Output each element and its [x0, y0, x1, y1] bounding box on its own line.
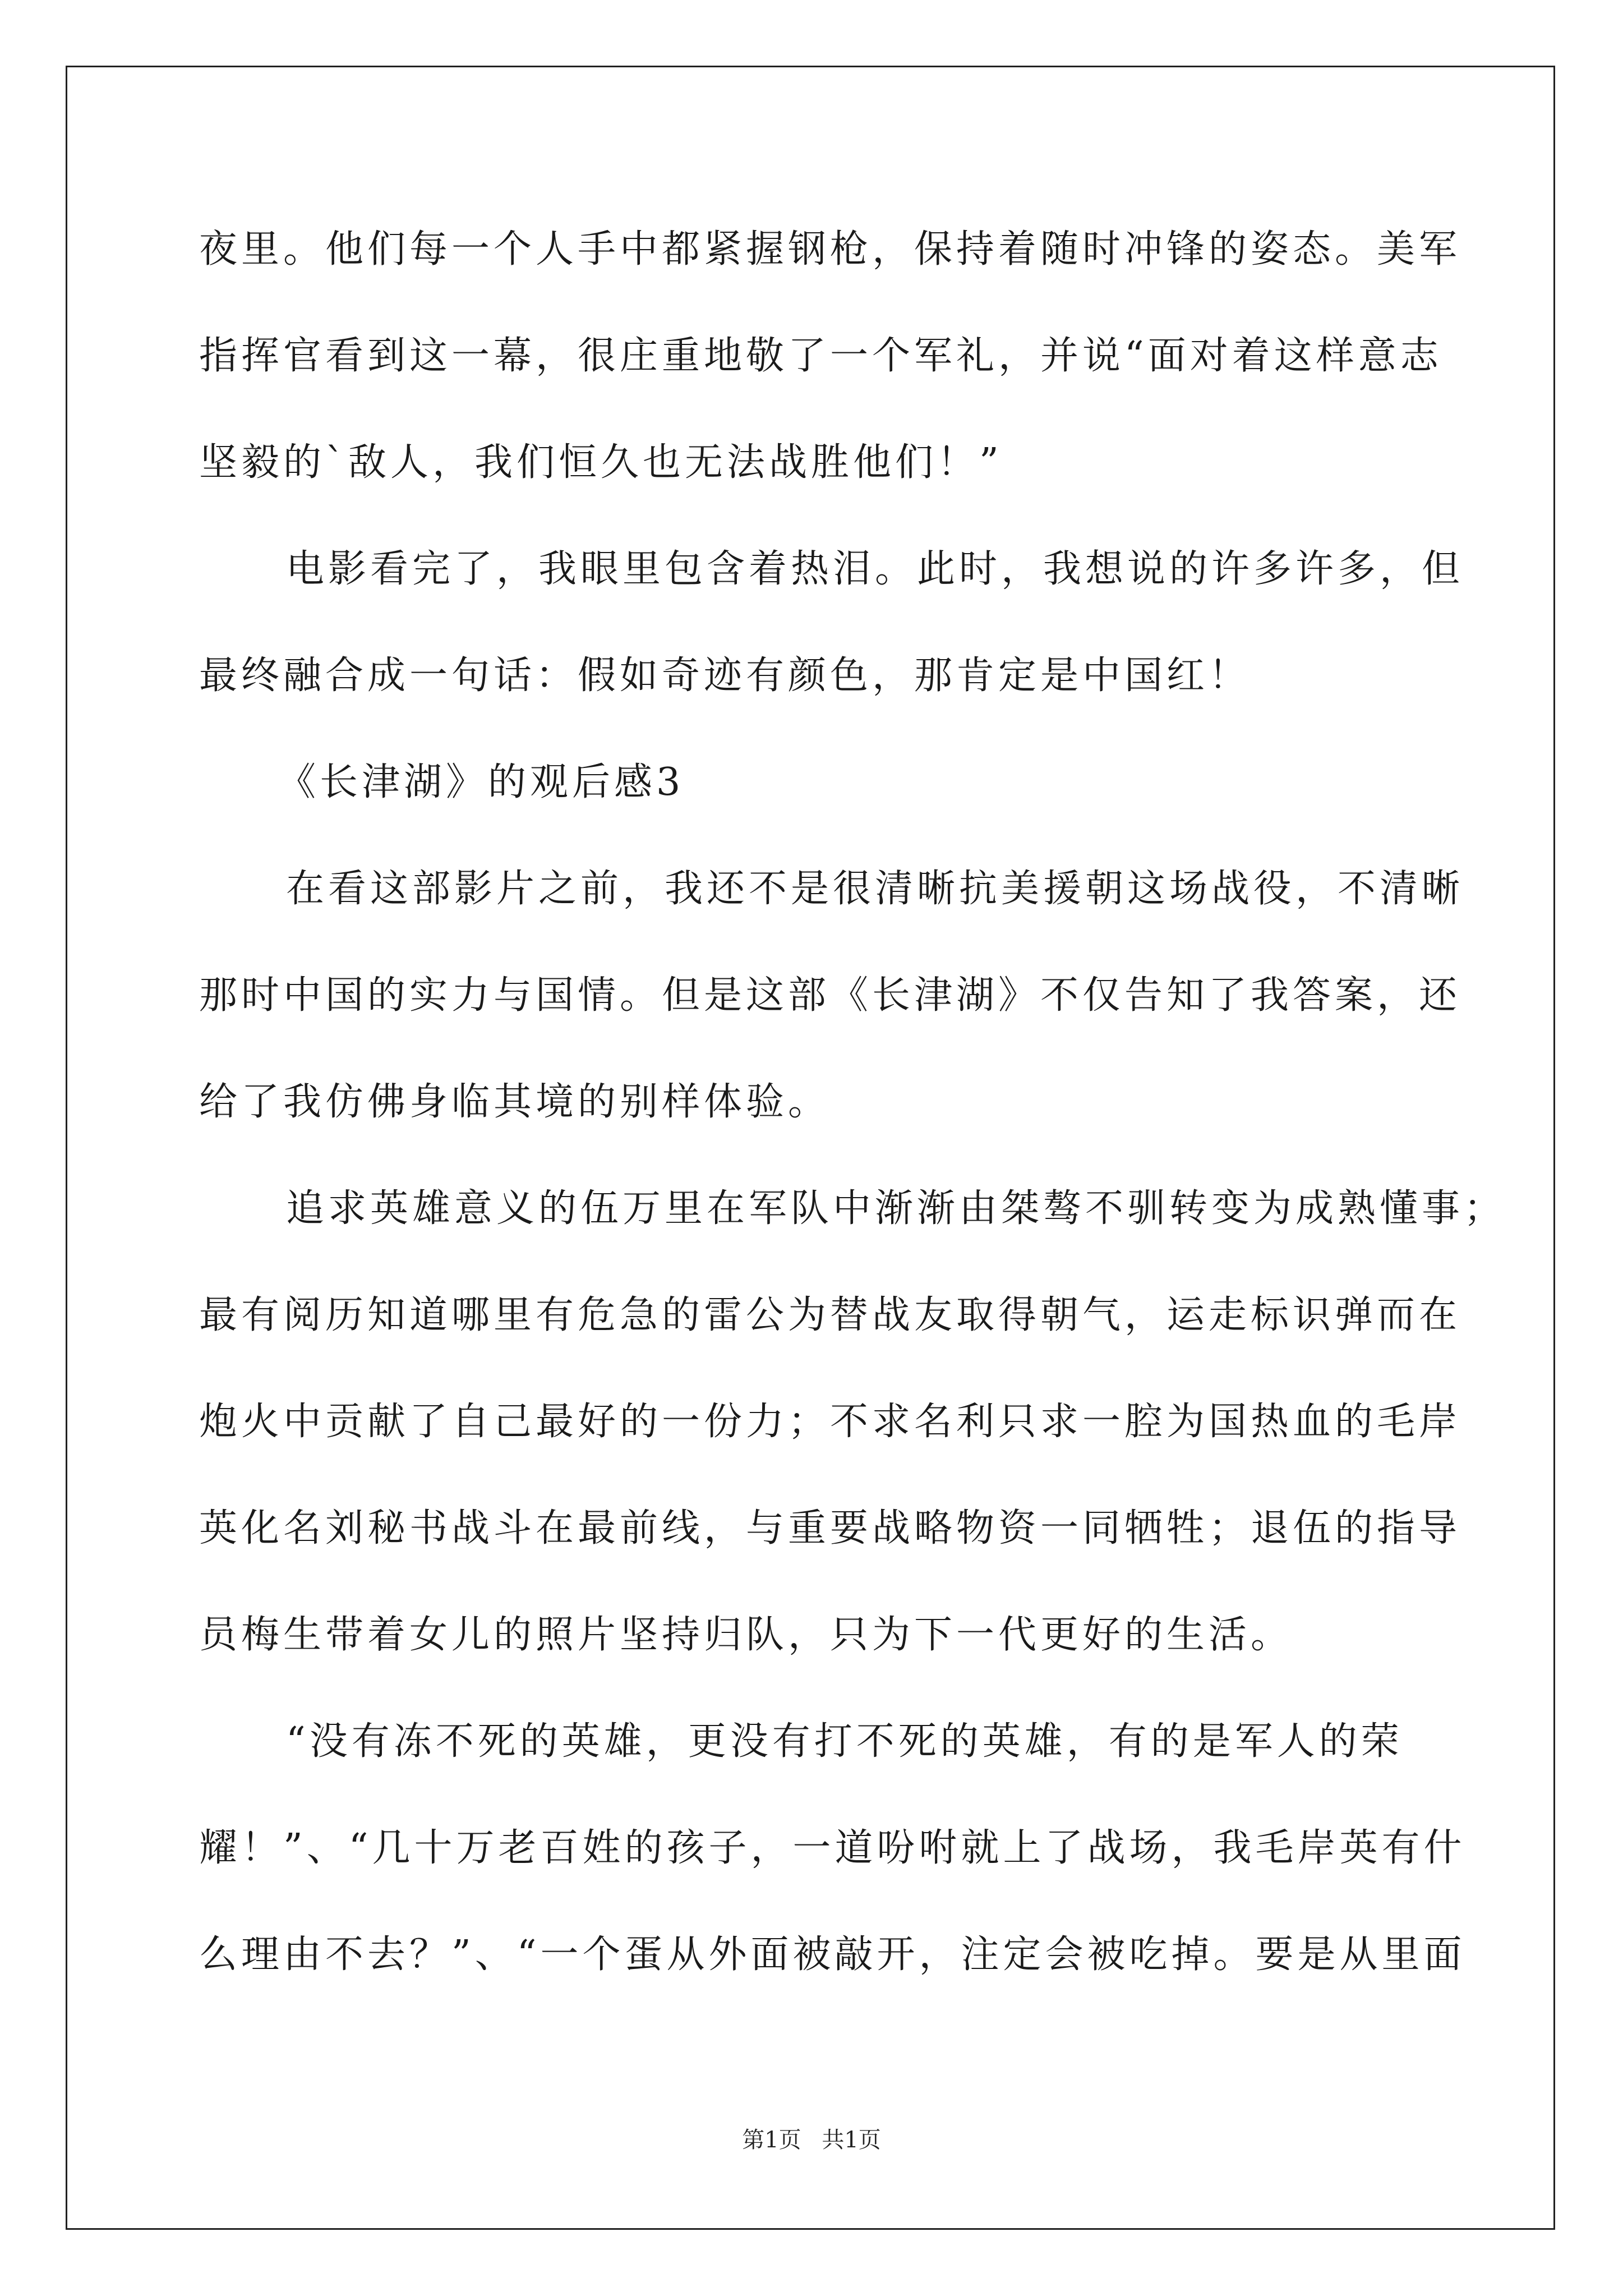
text-line: 最有阅历知道哪里有危急的雷公为替战友取得朝气，运走标识弹而在 [199, 1293, 1461, 1337]
paragraph-start-line: 在看这部影片之前，我还不是很清晰抗美援朝这场战役，不清晰 [286, 867, 1464, 911]
paragraph-start-line: 电影看完了，我眼里包含着热泪。此时，我想说的许多许多，但 [286, 547, 1464, 591]
text-line: 坚毅的`敌人，我们恒久也无法战胜他们！” [199, 440, 1003, 485]
text-line: 指挥官看到这一幕，很庄重地敬了一个军礼，并说“面对着这样意志 [199, 334, 1442, 378]
text-line: 炮火中贡献了自己最好的一份力；不求名利只求一腔为国热血的毛岸 [199, 1400, 1461, 1444]
page-footer [0, 2126, 1623, 2154]
text-line: 英化名刘秘书战斗在最前线，与重要战略物资一同牺牲；退伍的指导 [199, 1506, 1461, 1550]
text-line: 最终融合成一句话：假如奇迹有颜色，那肯定是中国红！ [199, 654, 1251, 698]
text-line: 那时中国的实力与国情。但是这部《长津湖》不仅告知了我答案，还 [199, 973, 1461, 1018]
paragraph-start-line: “没有冻不死的英雄，更没有打不死的英雄，有的是军人的荣 [286, 1719, 1403, 1764]
text-line: 给了我仿佛身临其境的别样体验。 [199, 1080, 831, 1124]
text-line: 么理由不去？”、“一个蛋从外面被敲开，注定会被吃掉。要是从里面 [199, 1932, 1466, 1977]
page-total: 共1页 [822, 2127, 881, 2153]
paragraph-start-line: 追求英雄意义的伍万里在军队中渐渐由桀骜不驯转变为成熟懂事； [286, 1186, 1506, 1231]
page-border [66, 66, 1555, 2230]
text-line: 员梅生带着女儿的照片坚持归队，只为下一代更好的生活。 [199, 1613, 1293, 1657]
text-line: 夜里。他们每一个人手中都紧握钢枪，保持着随时冲锋的姿态。美军 [199, 227, 1461, 272]
section-heading: 《长津湖》的观后感3 [278, 760, 685, 804]
page-number: 第1页 [742, 2127, 801, 2153]
text-line: 耀！”、“几十万老百姓的孩子，一道吩咐就上了战场，我毛岸英有什 [199, 1826, 1466, 1870]
